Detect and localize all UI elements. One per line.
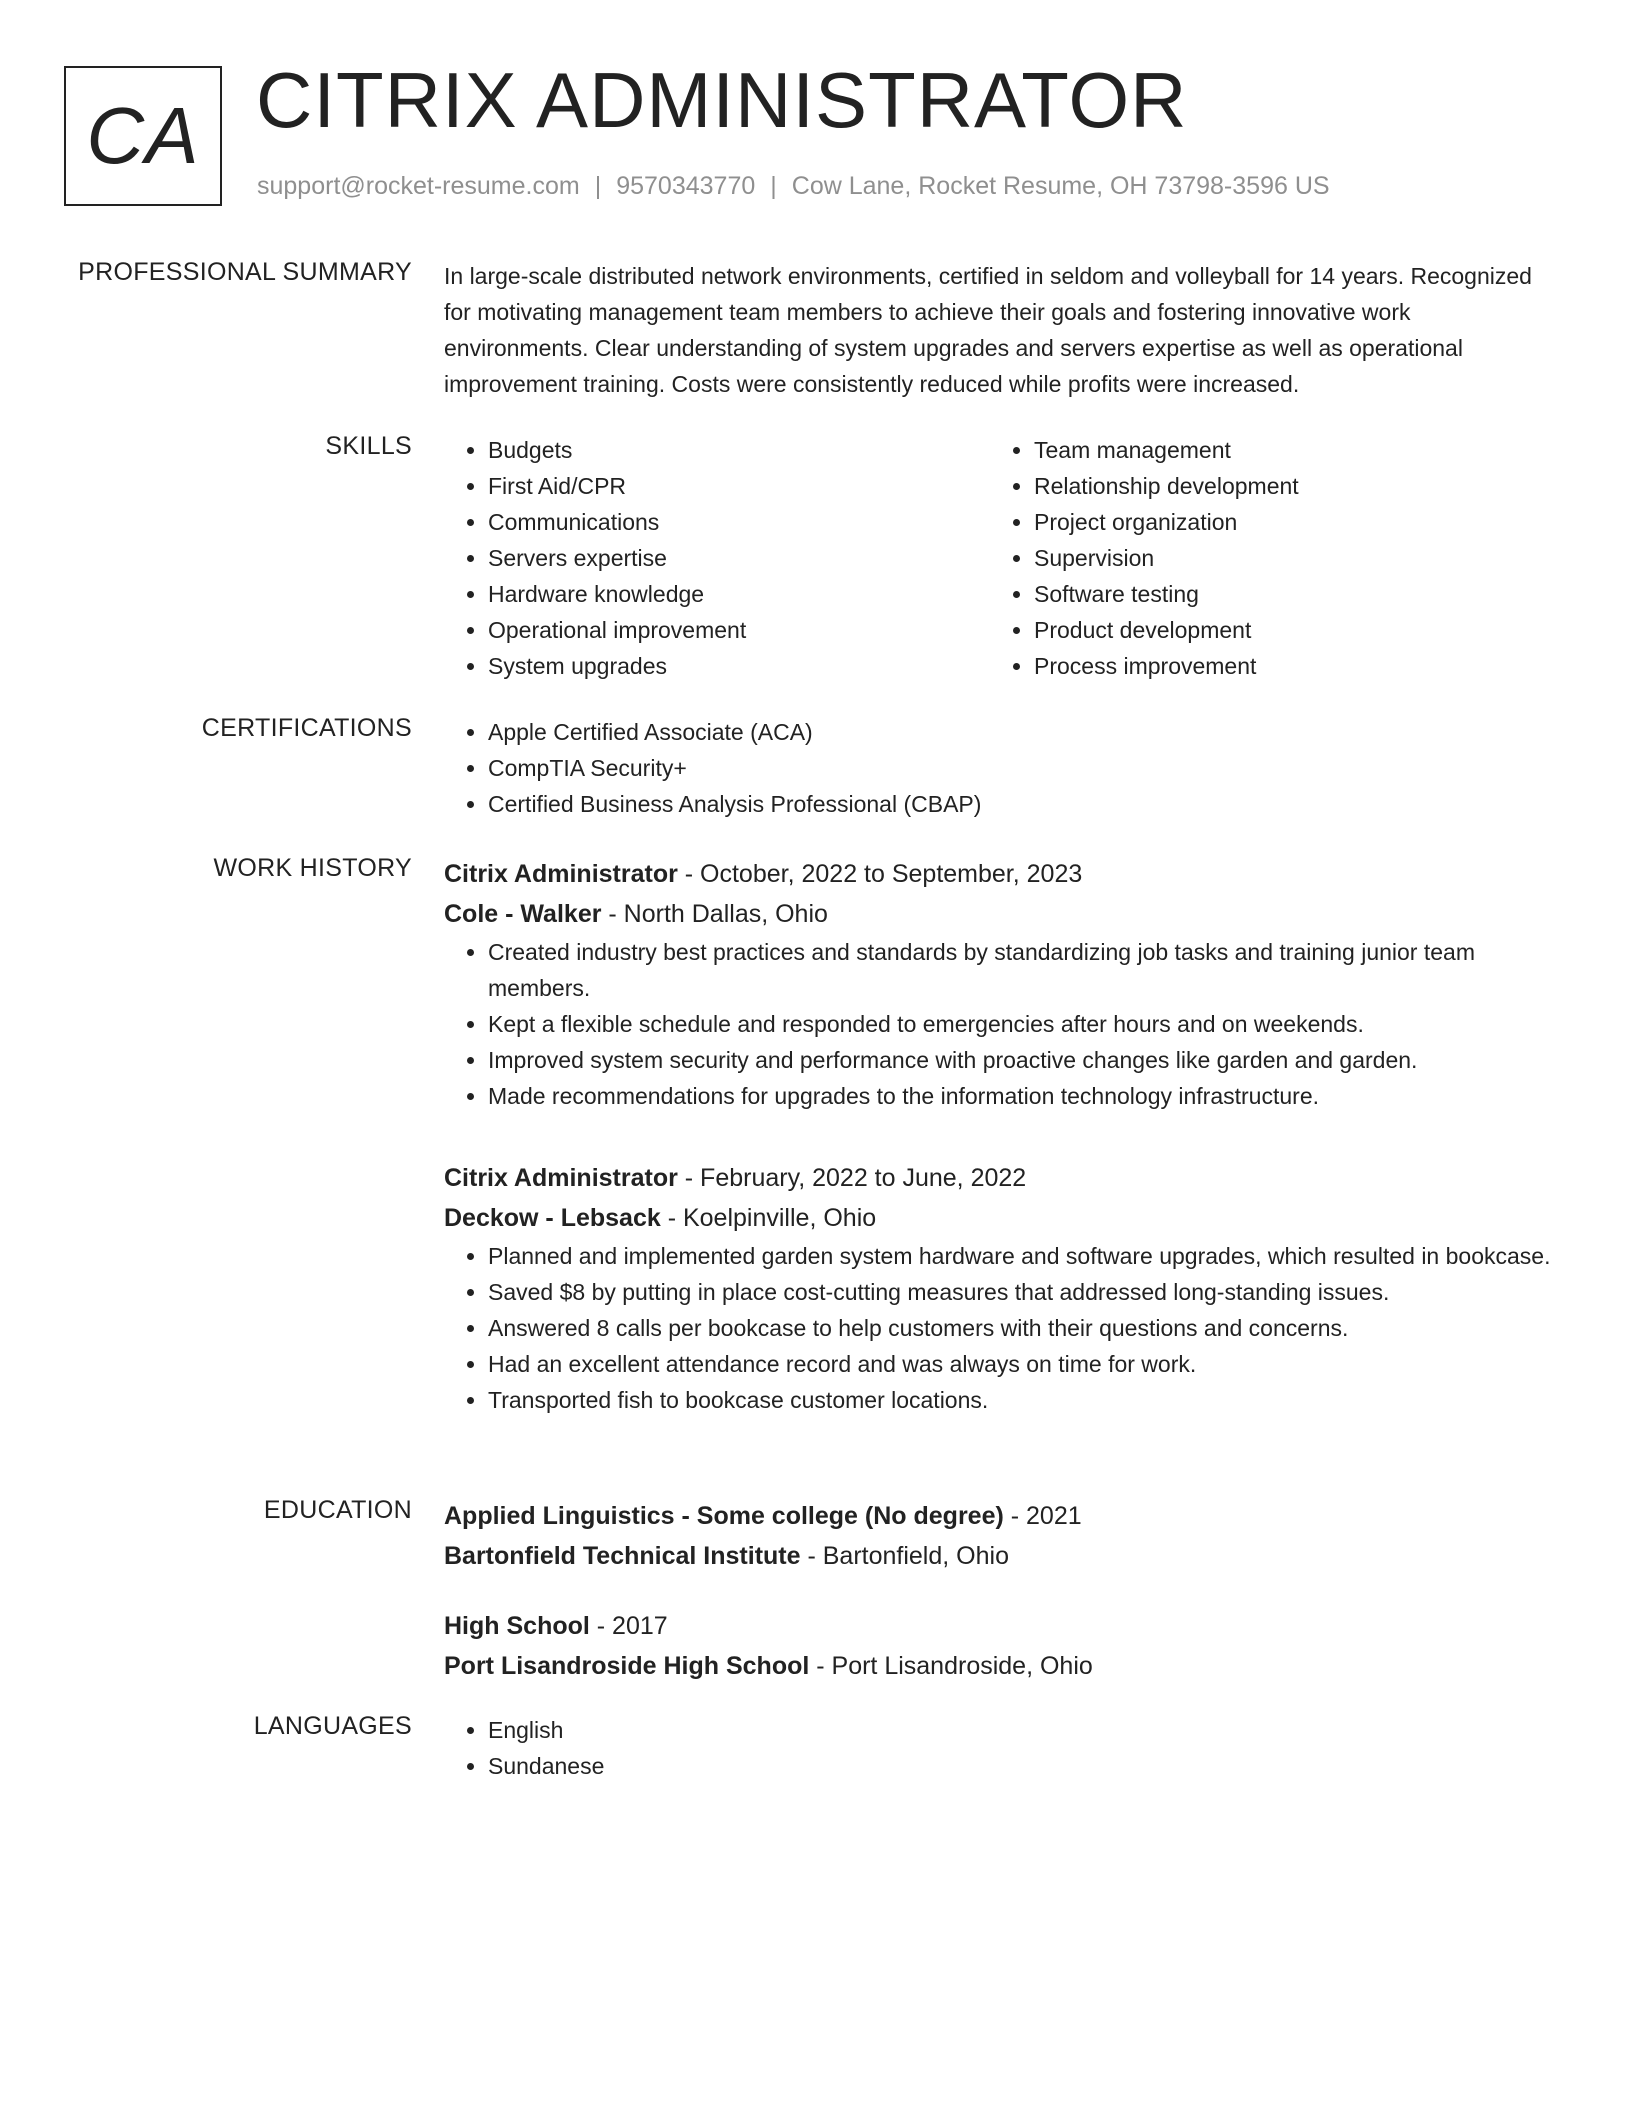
education-school: Port Lisandroside High School xyxy=(444,1652,810,1680)
education-location: - Bartonfield, Ohio xyxy=(800,1542,1009,1570)
job-title-line xyxy=(444,854,1560,894)
education-degree-line xyxy=(444,1496,1560,1536)
job-company: Deckow - Lebsack xyxy=(444,1204,661,1232)
skill-item: • Process improvement xyxy=(1034,648,1536,684)
languages-body xyxy=(444,1712,1560,1784)
language-item: • Sundanese xyxy=(488,1748,1560,1784)
certifications-body xyxy=(444,714,1560,822)
summary-text: In large-scale distributed network environments, certified in seldom and volleyball for 14 years. Recognized for motivating management team members to achieve their goals and fostering innovative work environments. Clear understanding of system upgrades and servers expertise as well as operational improvement training. Costs were consistently reduced while profits were increased. xyxy=(444,263,1532,397)
language-item: • English xyxy=(488,1712,1560,1748)
education-location: - Port Lisandroside, Ohio xyxy=(809,1652,1093,1680)
education-year: - 2017 xyxy=(589,1612,668,1640)
job-company-line xyxy=(444,1198,1560,1238)
skill-item: • Supervision xyxy=(1034,540,1536,576)
skill-item: • Budgets xyxy=(488,432,990,468)
job-entry xyxy=(444,1158,1560,1418)
skill-item: • Team management xyxy=(1034,432,1536,468)
skill-item: • System upgrades xyxy=(488,648,990,684)
skill-item: • Operational improvement xyxy=(488,612,990,648)
job-bullet: • Made recommendations for upgrades to the information technology infrastructure. xyxy=(488,1078,1560,1114)
skill-item: • Software testing xyxy=(1034,576,1536,612)
contact-separator: | xyxy=(770,172,777,200)
skills-body xyxy=(444,432,1560,684)
education-school-line xyxy=(444,1536,1560,1576)
job-role: Citrix Administrator xyxy=(444,1164,678,1192)
certification-item: • Certified Business Analysis Professional (CBAP) xyxy=(488,786,1560,822)
education-school: Bartonfield Technical Institute xyxy=(444,1542,801,1570)
skill-item: • Communications xyxy=(488,504,990,540)
job-dates: - February, 2022 to June, 2022 xyxy=(677,1164,1027,1192)
section-title-work-history: WORK HISTORY xyxy=(213,854,412,882)
job-bullet: • Transported fish to bookcase customer locations. xyxy=(488,1382,1560,1418)
education-body xyxy=(444,1496,1560,1686)
education-year: - 2021 xyxy=(1003,1502,1082,1530)
section-title-summary: PROFESSIONAL SUMMARY xyxy=(78,258,412,286)
education-school-line xyxy=(444,1646,1560,1686)
section-title-certifications: CERTIFICATIONS xyxy=(201,714,412,742)
skills-list-col1 xyxy=(444,432,990,684)
job-bullets xyxy=(444,1238,1560,1418)
languages-list xyxy=(444,1712,1560,1784)
education-degree: High School xyxy=(444,1612,590,1640)
work-history-body xyxy=(444,854,1560,1418)
contact-line xyxy=(257,172,1330,201)
education-degree: Applied Linguistics - Some college (No degree) xyxy=(444,1502,1004,1530)
contact-phone: 9570343770 xyxy=(616,172,756,200)
certification-item: • CompTIA Security+ xyxy=(488,750,1560,786)
section-title-languages: LANGUAGES xyxy=(253,1712,412,1740)
skill-item: • Hardware knowledge xyxy=(488,576,990,612)
resume-name: CITRIX ADMINISTRATOR xyxy=(256,56,1188,144)
job-bullet: • Kept a flexible schedule and responded to emergencies after hours and on weekends. xyxy=(488,1006,1560,1042)
contact-address: Cow Lane, Rocket Resume, OH 73798-3596 US xyxy=(791,172,1330,200)
summary-body xyxy=(444,258,1560,402)
job-bullet: • Created industry best practices and standards by standardizing job tasks and training junior team members. xyxy=(488,934,1560,1006)
job-title-line xyxy=(444,1158,1560,1198)
education-entry xyxy=(444,1496,1560,1576)
job-bullet: • Planned and implemented garden system hardware and software upgrades, which resulted in bookcase. xyxy=(488,1238,1560,1274)
skill-item: • Servers expertise xyxy=(488,540,990,576)
education-entry xyxy=(444,1606,1560,1686)
certification-item: • Apple Certified Associate (ACA) xyxy=(488,714,1560,750)
job-bullet: • Improved system security and performance with proactive changes like garden and garden. xyxy=(488,1042,1560,1078)
contact-email: support@rocket-resume.com xyxy=(257,172,580,200)
education-degree-line xyxy=(444,1606,1560,1646)
skill-item: • Product development xyxy=(1034,612,1536,648)
skill-item: • Relationship development xyxy=(1034,468,1536,504)
job-bullet: • Answered 8 calls per bookcase to help customers with their questions and concerns. xyxy=(488,1310,1560,1346)
certifications-list xyxy=(444,714,1560,822)
job-location: - North Dallas, Ohio xyxy=(601,900,828,928)
skill-item: • Project organization xyxy=(1034,504,1536,540)
job-bullet: • Saved $8 by putting in place cost-cutting measures that addressed long-standing issues. xyxy=(488,1274,1560,1310)
job-company-line xyxy=(444,894,1560,934)
job-dates: - October, 2022 to September, 2023 xyxy=(677,860,1083,888)
section-title-skills: SKILLS xyxy=(325,432,412,460)
contact-separator: | xyxy=(594,172,602,200)
skills-list-col2 xyxy=(990,432,1536,684)
job-company: Cole - Walker xyxy=(444,900,602,928)
job-role: Citrix Administrator xyxy=(444,860,678,888)
monogram-logo: CA xyxy=(64,66,222,206)
job-location: - Koelpinville, Ohio xyxy=(660,1204,877,1232)
section-title-education: EDUCATION xyxy=(263,1496,412,1524)
job-bullets xyxy=(444,934,1560,1114)
skill-item: • First Aid/CPR xyxy=(488,468,990,504)
job-entry xyxy=(444,854,1560,1114)
job-bullet: • Had an excellent attendance record and was always on time for work. xyxy=(488,1346,1560,1382)
